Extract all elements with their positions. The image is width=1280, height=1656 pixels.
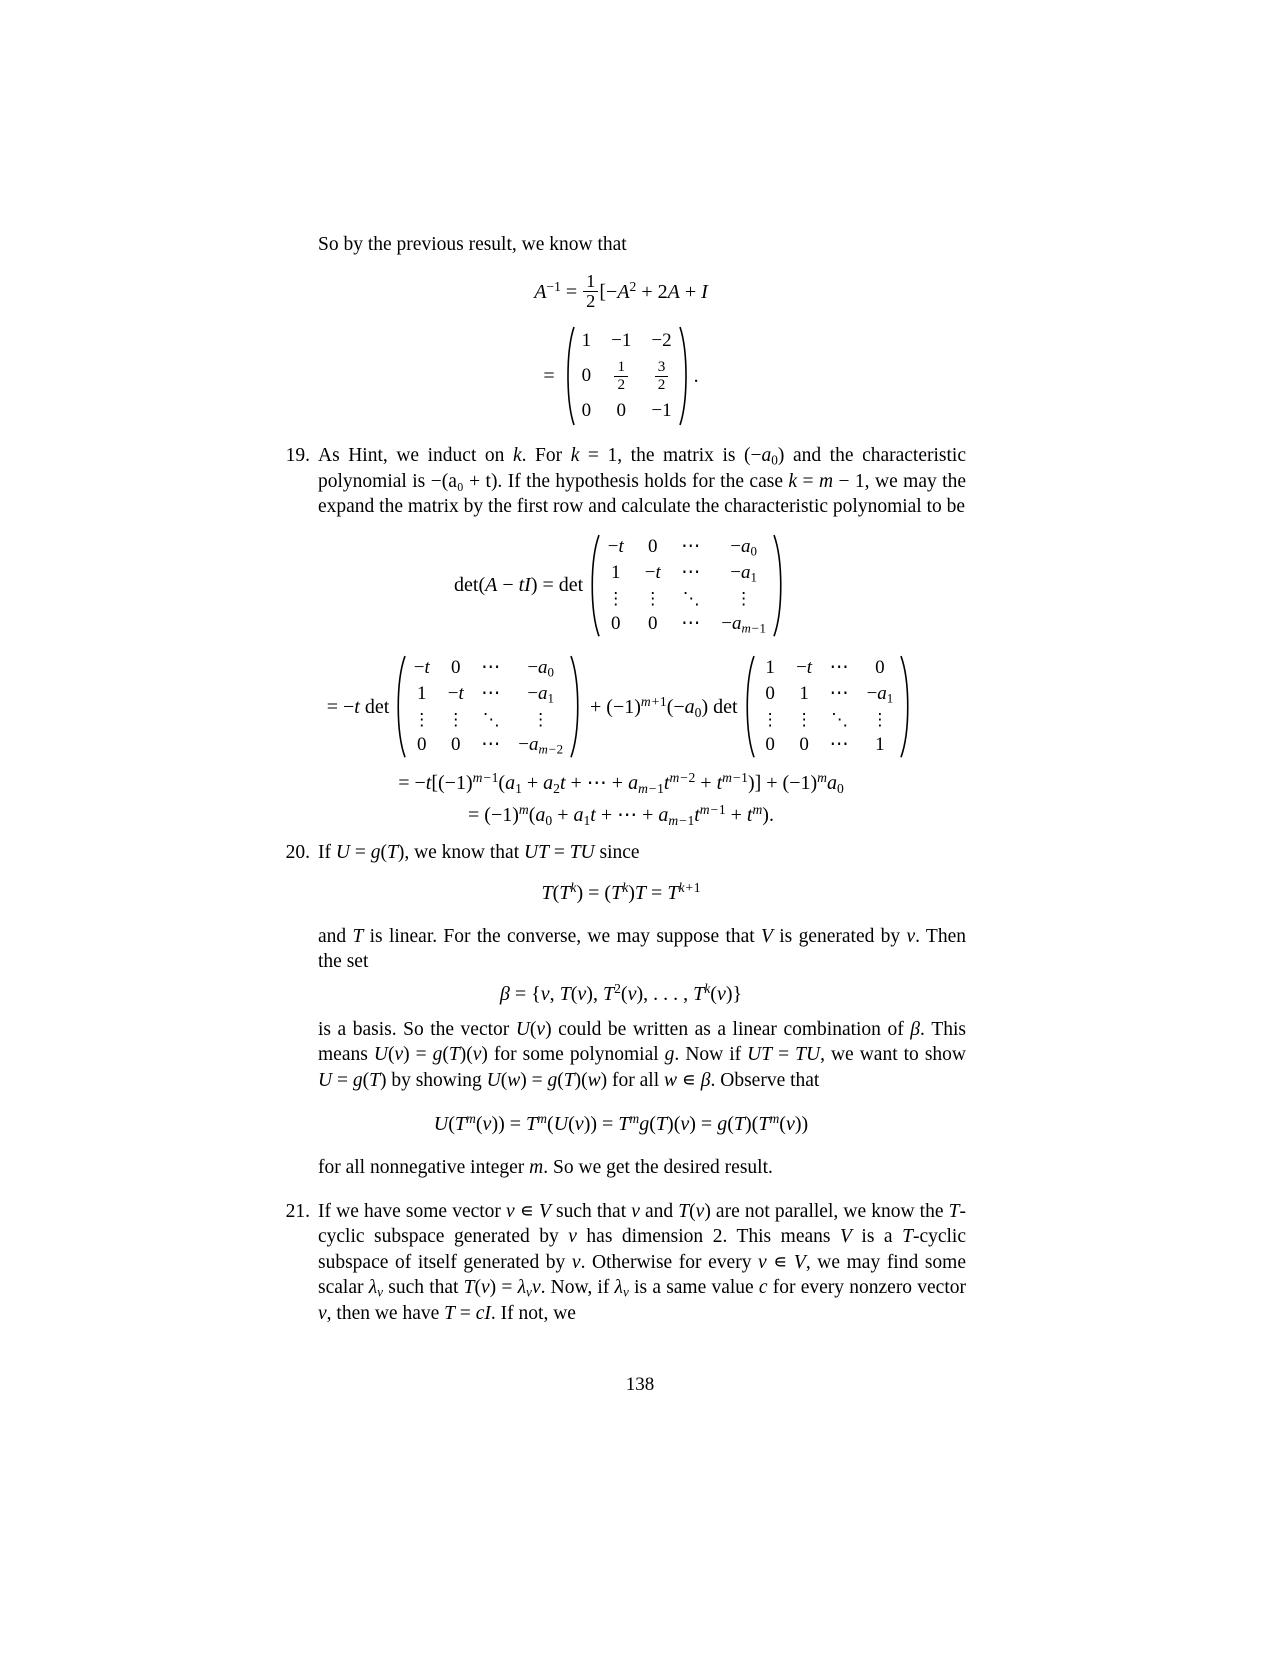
matrix-a-inverse: 1 −1 −2 0 $\frac{1}{2}$ $\frac{3}{2}$ 0 0 −1	[562, 326, 692, 426]
item19-text-c: = 1, the matrix is	[579, 445, 745, 467]
intro-paragraph: So by the previous result, we know that	[318, 234, 627, 255]
item19-text-e: , we may the expand the matrix by the first row and calculate the characteristic polynomial to be	[318, 470, 966, 518]
item-text	[318, 443, 966, 520]
equation-a-inverse-line1: $A^{-1}$ = $\frac{1}{2}$ [$-A^2 + 2A + I$	[534, 270, 708, 312]
matrix-minor-right: 1 −t ⋯ 0 0 1 ⋯ $-a_1$ ⋮ ⋮ ⋱ ⋮ 0 0 ⋯ 1	[742, 655, 914, 758]
matrix-minor-left: −t 0 ⋯ $-a_0$ 1 −t ⋯ $-a_1$ ⋮ ⋮ ⋱ ⋮ 0 0 ⋯ $-a_{m-2}$	[393, 655, 583, 758]
right-paren	[679, 326, 692, 426]
equation-a-inverse-matrix: = 1 −1 −2 0 $\frac{1}{2}$ $\frac{3}{2}$ 0 0 −1 .	[276, 326, 966, 426]
equation-T-Tk: $T(T^k) = (T^k)T = T^{k+1}$	[541, 879, 701, 904]
right-paren	[900, 655, 913, 758]
item20-tail-block	[276, 1155, 966, 1181]
item20-middle-text: and T is linear. For the converse, we may suppose that V is generated by v. Then the set	[318, 925, 967, 973]
item19-kmath: k = m − 1	[788, 470, 865, 492]
equation-result-line2: = $(-1)^m(a_0 + a_1t$ + ⋯ + $a_{m-1}t^{m-1} + t^m$).	[468, 802, 774, 829]
item-number: 19.	[285, 445, 310, 467]
item20-lead-text: If U = g(T), we know that UT = TU since	[318, 842, 640, 864]
item19-text-a: As Hint, we induct on	[318, 445, 513, 467]
matrix-companion: −t 0 ⋯ $-a_0$ 1 −t ⋯ $-a_1$ ⋮ ⋮ ⋱ ⋮ 0 0 ⋯ $-a_{m-1}$	[587, 534, 786, 637]
equation-beta-basis: β = {v, T(v), $T^2(v)$, . . . , $T^k(v)$}	[499, 980, 743, 1005]
item-number: 20.	[285, 842, 310, 864]
right-paren	[773, 534, 786, 637]
left-paren	[587, 534, 600, 637]
equation-cofactor-expansion: = −t det −t 0 ⋯ $-a_0$ 1 −t ⋯ $-a_1$ ⋮ ⋮ ⋱ ⋮ 0 0 ⋯ $-a_{m-2}$ + $(-1)^{m+1}(-a_0)$ det 1 −t ⋯ 0 0 1 ⋯ $-a_1$ ⋮ ⋮ ⋱ ⋮ 0 0 ⋯ 1	[276, 655, 966, 758]
equation-det-A-minus-tI: det(A − tI) = det −t 0 ⋯ $-a_0$ 1 −t ⋯ $-a_1$ ⋮ ⋮ ⋱ ⋮ 0 0 ⋯ $-a_{m-1}$	[276, 534, 966, 637]
item19-text-d: and the characteristic polynomial is −(a₀ + t). If the hypothesis holds for the case	[318, 445, 966, 492]
list-item-20	[276, 840, 966, 866]
left-paren	[393, 655, 406, 758]
item19-text-b: . For	[521, 445, 571, 467]
item19-var-k: k	[512, 445, 522, 467]
list-item-19	[276, 443, 966, 520]
page-content	[276, 232, 966, 1326]
item20-middle-block	[276, 924, 966, 975]
right-paren	[570, 655, 583, 758]
item-number: 21.	[285, 1200, 310, 1222]
item20-tail-text: for all nonnegative integer m. So we get the desired result.	[318, 1157, 773, 1179]
item21-text: If we have some vector v ∊ V such that v and T(v) are not parallel, we know the T-cyclic subspace generated by v has dimension 2. This means V is a T-cyclic subspace of itself generated by v. Otherwise for every v ∊ V, we may find some scalar $\lambda_v$ such that $T(v) = \lambda_vv$. Now, if $\lambda_v$ is a same value c for every nonzero vector v, then we have T = cI. If not, we	[318, 1200, 966, 1324]
item20-after-beta-text: is a basis. So the vector U(v) could be written as a linear combination of β. This means U(v) = g(T)(v) for some polynomial g. Now if UT = TU, we want to show U = g(T) by showing U(w) = g(T)(w) for all w ∊ β. Observe that	[318, 1018, 967, 1091]
list-item-21	[276, 1199, 966, 1327]
left-paren	[562, 326, 575, 426]
item19-matrix-neg-a0: $(-a_0)$	[744, 445, 785, 468]
equation-result-line1: = $-t[(-1)^{m-1}(a_1 + a_2t$ + ⋯ + $a_{m-1}t^{m-2} + t^{m-1})] + (-1)^ma_0$	[398, 770, 844, 797]
fraction-one-half: $\frac{1}{2}$	[583, 272, 598, 313]
page-number: 138	[625, 1374, 655, 1395]
left-paren	[742, 655, 755, 758]
item19-var-k2: k	[570, 445, 580, 467]
equation-U-Tm-v: $U(T^m(v)) = T^m(U(v)) = T^mg(T)(v) = g(T)(T^m(v))$	[433, 1111, 809, 1136]
item20-after-beta-block	[276, 1017, 966, 1094]
